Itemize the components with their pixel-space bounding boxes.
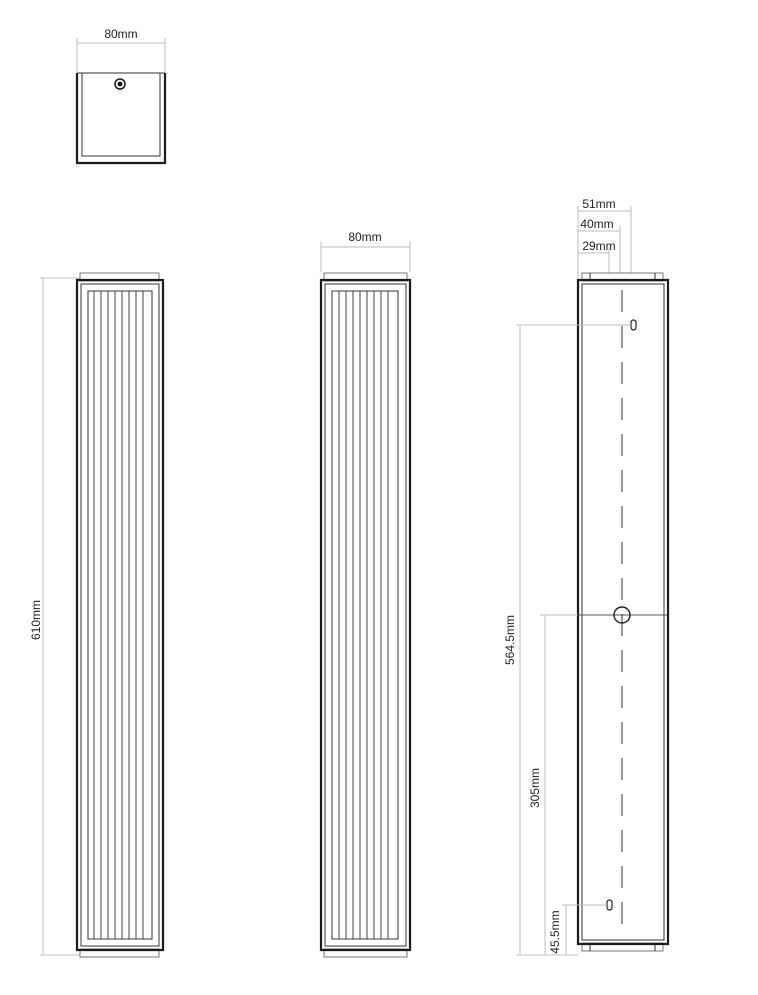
dim-label-29: 29mm [582,239,616,253]
dim-label-564: 564.5mm [503,614,517,666]
dim-label-height: 610mm [29,599,43,641]
dim-label-40: 40mm [580,217,614,231]
front-view-middle [321,230,410,957]
dim-label-45: 45.5mm [548,910,562,954]
diffuser-body [321,280,410,950]
dim-label-front-width: 80mm [348,230,382,244]
dim-label-top-width: 80mm [104,27,138,41]
top-mounting-slot [631,320,636,330]
top-view [77,27,165,163]
dim-label-305: 305mm [528,767,542,809]
diffuser-body [77,280,163,950]
rear-view [503,197,668,955]
ribs [339,291,388,939]
dim-label-51: 51mm [582,197,616,211]
front-view-left [29,273,163,957]
bottom-mounting-slot [607,900,612,910]
top-view-body [77,73,165,163]
diffuser-body-rear [578,280,668,944]
ribs [94,291,143,939]
